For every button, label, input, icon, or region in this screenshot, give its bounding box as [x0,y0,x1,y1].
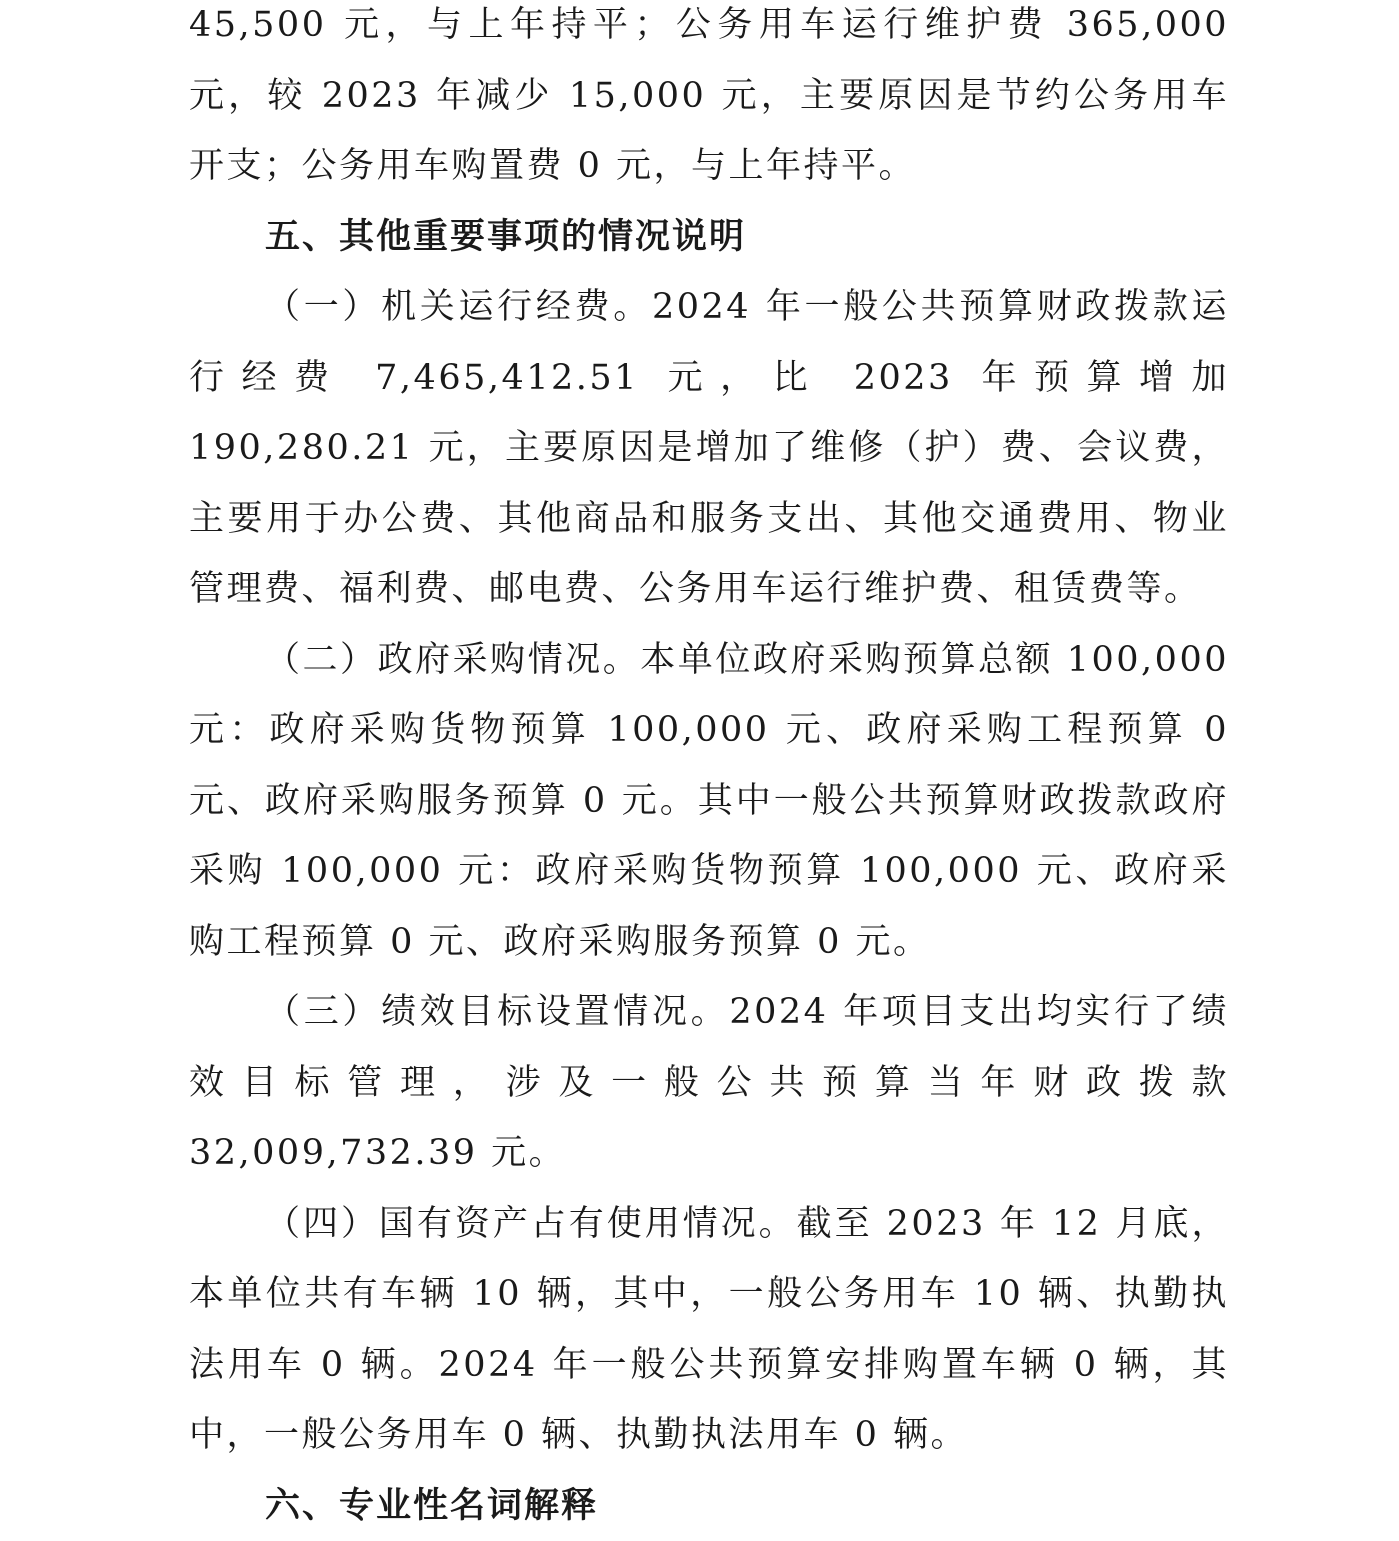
subtitle-operating-funds: （一）机关运行经费。 [265,287,652,327]
section-heading-other-matters: 五、其他重要事项的情况说明 [189,202,1229,273]
intro-paragraph: 45,500 元，与上年持平；公务用车运行维护费 365,000 元，较 2023 年减少 15,000 元，主要原因是节约公务用车开支；公务用车购置费 0 元，与上年持平。 [189,0,1229,202]
paragraph-performance-targets [189,977,1229,1189]
section-heading-terminology: 六、专业性名词解释 [189,1471,1229,1541]
subtitle-performance-targets: （三）绩效目标设置情况。 [265,992,729,1032]
subtitle-state-assets: （四）国有资产占有使用情况。 [265,1204,797,1244]
document-page [189,0,1229,1541]
paragraph-operating-funds [189,272,1229,625]
body-government-procurement: 本单位政府采购预算总额 100,000 元：政府采购货物预算 100,000 元、政府采购工程预算 0 元、政府采购服务预算 0 元。其中一般公共预算财政拨款政府采购 100,000 元：政府采购货物预算 100,000 元、政府采购工程预算 0 元、政府采购服务预算 0 元。 [189,640,1229,962]
body-state-assets: 截至 2023 年 12 月底，本单位共有车辆 10 辆，其中，一般公务用车 10 辆、执勤执法用车 0 辆。2024 年一般公共预算安排购置车辆 0 辆，其中，一般公务用车 0 辆、执勤执法用车 0 辆。 [189,1204,1229,1456]
paragraph-state-assets [189,1189,1229,1471]
body-performance-targets: 2024 年项目支出均实行了绩效目标管理，涉及一般公共预算当年财政拨款 32,009,732.39 元。 [189,992,1229,1173]
paragraph-government-procurement [189,625,1229,978]
subtitle-government-procurement: （二）政府采购情况。 [265,640,640,680]
body-operating-funds: 2024 年一般公共预算财政拨款运行经费 7,465,412.51 元，比 2023 年预算增加 190,280.21 元，主要原因是增加了维修（护）费、会议费，主要用于办公费、其他商品和服务支出、其他交通费用、物业管理费、福利费、邮电费、公务用车运行维护费、租赁费等。 [189,287,1229,609]
